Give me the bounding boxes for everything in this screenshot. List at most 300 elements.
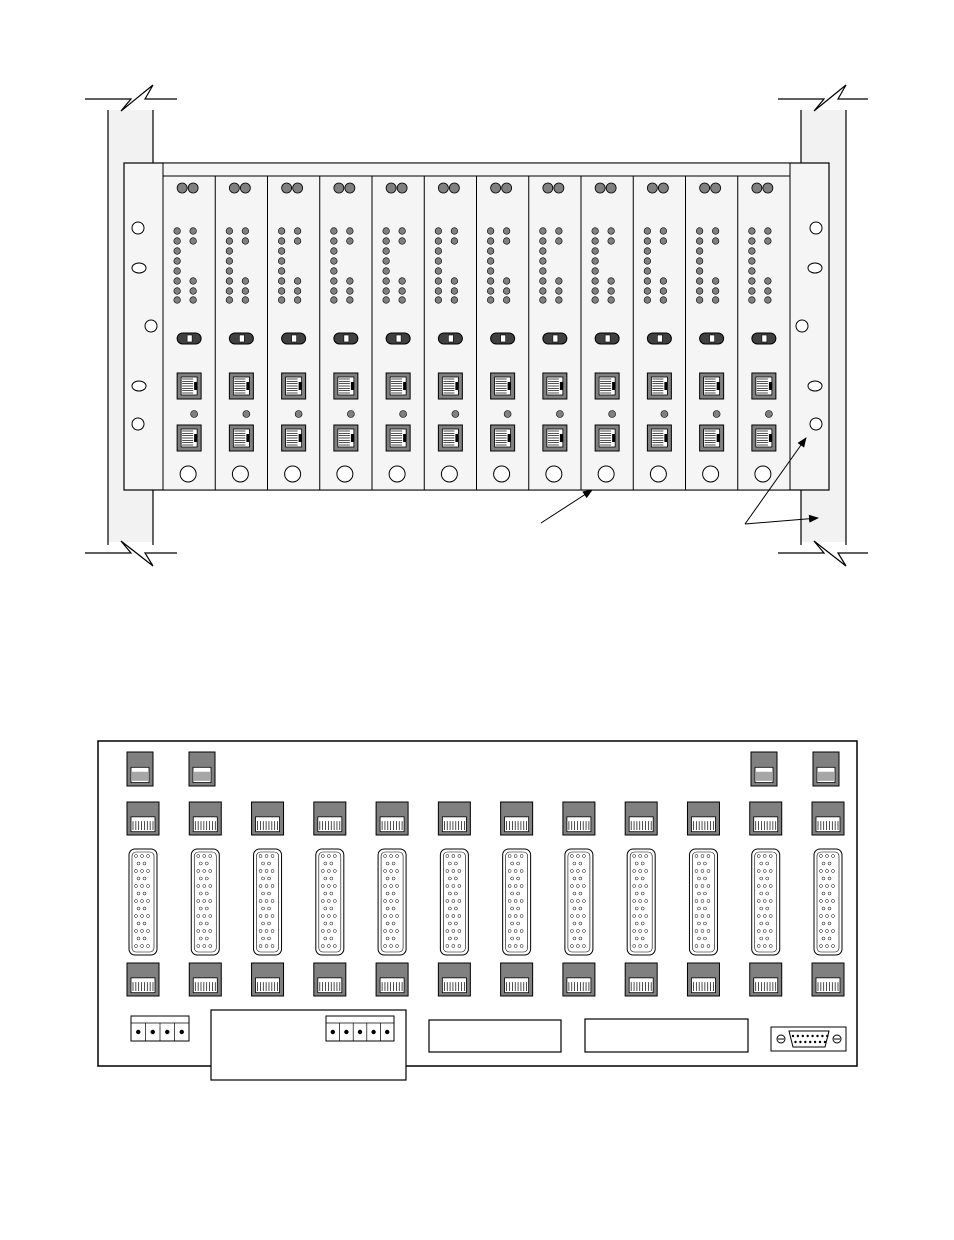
indicator-led bbox=[331, 238, 338, 245]
indicator-led bbox=[749, 258, 756, 265]
indicator-led bbox=[540, 278, 547, 285]
slide-switch bbox=[491, 333, 515, 344]
rj45-jack bbox=[438, 802, 470, 835]
indicator-led bbox=[278, 238, 285, 245]
telco-connector bbox=[316, 849, 344, 955]
rj45-jack bbox=[376, 802, 408, 835]
rj45-jack bbox=[438, 963, 470, 996]
indicator-led bbox=[174, 228, 181, 235]
rj45-jack bbox=[438, 373, 462, 399]
indicator-led bbox=[696, 238, 703, 245]
indicator-led bbox=[556, 238, 563, 245]
indicator-led bbox=[331, 288, 338, 295]
callout-arrow-slot bbox=[541, 490, 592, 523]
indicator-led bbox=[503, 228, 510, 235]
telco-connector bbox=[814, 849, 842, 955]
rj45-jack bbox=[501, 963, 533, 996]
indicator-led bbox=[644, 268, 651, 275]
telco-connector bbox=[752, 849, 780, 955]
indicator-led bbox=[644, 238, 651, 245]
indicator-led bbox=[191, 411, 198, 418]
indicator-led bbox=[383, 278, 390, 285]
indicator-led bbox=[556, 411, 563, 418]
indicator-led bbox=[383, 268, 390, 275]
indicator-led bbox=[608, 288, 615, 295]
status-led bbox=[229, 183, 239, 193]
rj45-jack bbox=[229, 373, 253, 399]
rj45-jack bbox=[189, 752, 215, 786]
thumbscrew bbox=[546, 466, 562, 482]
indicator-led bbox=[540, 228, 547, 235]
indicator-led bbox=[226, 228, 233, 235]
telco-connector bbox=[565, 849, 593, 955]
rear-module bbox=[314, 802, 346, 996]
rear-module bbox=[438, 802, 470, 996]
indicator-led bbox=[592, 278, 599, 285]
terminal-block-a bbox=[131, 1016, 189, 1041]
telco-connector bbox=[129, 849, 157, 955]
rj45-jack bbox=[282, 425, 306, 451]
connector-face bbox=[789, 1031, 829, 1047]
status-led bbox=[554, 183, 564, 193]
indicator-led bbox=[242, 288, 249, 295]
indicator-led bbox=[383, 248, 390, 255]
rj45-jack bbox=[812, 963, 844, 996]
rear-module bbox=[625, 802, 657, 996]
slide-switch bbox=[647, 333, 671, 344]
rj45-jack bbox=[177, 425, 201, 451]
ear-hole bbox=[808, 263, 822, 273]
indicator-led bbox=[765, 228, 772, 235]
rj45-jack bbox=[314, 963, 346, 996]
indicator-led bbox=[487, 228, 494, 235]
terminal-screw bbox=[180, 1030, 184, 1034]
indicator-led bbox=[226, 297, 233, 304]
indicator-led bbox=[174, 258, 181, 265]
indicator-led bbox=[592, 238, 599, 245]
indicator-led bbox=[226, 258, 233, 265]
rear-module bbox=[189, 802, 221, 996]
indicator-led bbox=[712, 288, 719, 295]
db15-connector bbox=[771, 1027, 846, 1051]
indicator-led bbox=[435, 268, 442, 275]
ear-hole bbox=[132, 263, 146, 273]
status-led bbox=[438, 183, 448, 193]
indicator-led bbox=[451, 238, 458, 245]
label-box-1 bbox=[429, 1020, 561, 1052]
indicator-led bbox=[660, 297, 667, 304]
rear-module bbox=[252, 802, 284, 996]
indicator-led bbox=[660, 238, 667, 245]
terminal-screw bbox=[151, 1030, 155, 1034]
rj45-jack bbox=[750, 963, 782, 996]
indicator-led bbox=[294, 228, 301, 235]
rj45-jack bbox=[752, 425, 776, 451]
indicator-led bbox=[383, 258, 390, 265]
ear-hole bbox=[796, 320, 808, 332]
indicator-led bbox=[435, 288, 442, 295]
indicator-led bbox=[609, 411, 616, 418]
indicator-led bbox=[174, 238, 181, 245]
ear-hole bbox=[132, 418, 144, 430]
rj45-jack bbox=[687, 963, 719, 996]
thumbscrew bbox=[755, 466, 771, 482]
rj45-jack bbox=[127, 752, 153, 786]
thumbscrew bbox=[389, 466, 405, 482]
indicator-led bbox=[190, 278, 197, 285]
rj45-jack bbox=[127, 802, 159, 835]
indicator-led bbox=[644, 288, 651, 295]
rear-module bbox=[812, 802, 844, 996]
status-led bbox=[606, 183, 616, 193]
indicator-led bbox=[749, 278, 756, 285]
indicator-led bbox=[713, 411, 720, 418]
rj45-jack bbox=[700, 425, 724, 451]
rj45-jack bbox=[563, 802, 595, 835]
indicator-led bbox=[503, 238, 510, 245]
status-led bbox=[763, 183, 773, 193]
telco-connector bbox=[254, 849, 282, 955]
rj45-jack bbox=[252, 963, 284, 996]
indicator-led bbox=[294, 278, 301, 285]
indicator-led bbox=[174, 297, 181, 304]
rj45-jack bbox=[314, 802, 346, 835]
indicator-led bbox=[487, 238, 494, 245]
status-led bbox=[752, 183, 762, 193]
indicator-led bbox=[242, 297, 249, 304]
rj45-jack bbox=[595, 425, 619, 451]
indicator-led bbox=[540, 248, 547, 255]
indicator-led bbox=[644, 297, 651, 304]
rear-module bbox=[501, 802, 533, 996]
terminal-screw bbox=[358, 1030, 362, 1034]
ear-hole bbox=[810, 222, 822, 234]
indicator-led bbox=[608, 228, 615, 235]
indicator-led bbox=[278, 288, 285, 295]
ear-hole bbox=[808, 381, 822, 391]
status-led bbox=[543, 183, 553, 193]
status-led bbox=[293, 183, 303, 193]
ear-hole bbox=[132, 222, 144, 234]
rj45-jack bbox=[252, 802, 284, 835]
indicator-led bbox=[435, 248, 442, 255]
indicator-led bbox=[556, 278, 563, 285]
status-led bbox=[188, 183, 198, 193]
indicator-led bbox=[243, 411, 250, 418]
status-led bbox=[700, 183, 710, 193]
rj45-jack bbox=[595, 373, 619, 399]
status-led bbox=[647, 183, 657, 193]
telco-connector bbox=[627, 849, 655, 955]
indicator-led bbox=[190, 297, 197, 304]
rj45-jack bbox=[625, 802, 657, 835]
rear-module bbox=[687, 802, 719, 996]
indicator-led bbox=[295, 411, 302, 418]
indicator-led bbox=[556, 288, 563, 295]
thumbscrew bbox=[650, 466, 666, 482]
indicator-led bbox=[278, 228, 285, 235]
rj45-jack bbox=[334, 373, 358, 399]
indicator-led bbox=[556, 228, 563, 235]
indicator-led bbox=[487, 278, 494, 285]
ear-hole bbox=[810, 418, 822, 430]
rj45-jack bbox=[189, 963, 221, 996]
indicator-led bbox=[592, 268, 599, 275]
indicator-led bbox=[399, 288, 406, 295]
thumbscrew bbox=[494, 466, 510, 482]
status-led bbox=[711, 183, 721, 193]
indicator-led bbox=[749, 238, 756, 245]
rj45-jack bbox=[812, 802, 844, 835]
terminal-screw bbox=[165, 1030, 169, 1034]
indicator-led bbox=[383, 228, 390, 235]
thumbscrew bbox=[180, 466, 196, 482]
rj45-jack bbox=[563, 963, 595, 996]
indicator-led bbox=[503, 278, 510, 285]
indicator-led bbox=[696, 297, 703, 304]
indicator-led bbox=[383, 288, 390, 295]
indicator-led bbox=[696, 228, 703, 235]
indicator-led bbox=[400, 411, 407, 418]
thumbscrew bbox=[337, 466, 353, 482]
indicator-led bbox=[765, 278, 772, 285]
indicator-led bbox=[452, 411, 459, 418]
indicator-led bbox=[765, 297, 772, 304]
slide-switch bbox=[752, 333, 776, 344]
indicator-led bbox=[540, 238, 547, 245]
indicator-led bbox=[712, 238, 719, 245]
indicator-led bbox=[608, 278, 615, 285]
indicator-led bbox=[540, 258, 547, 265]
indicator-led bbox=[435, 238, 442, 245]
indicator-led bbox=[190, 228, 197, 235]
indicator-led bbox=[487, 268, 494, 275]
indicator-led bbox=[226, 238, 233, 245]
indicator-led bbox=[331, 228, 338, 235]
indicator-led bbox=[696, 248, 703, 255]
indicator-led bbox=[383, 238, 390, 245]
indicator-led bbox=[540, 288, 547, 295]
terminal-block-b bbox=[326, 1016, 394, 1041]
indicator-led bbox=[331, 268, 338, 275]
thumbscrew bbox=[703, 466, 719, 482]
rj45-jack bbox=[700, 373, 724, 399]
slide-switch bbox=[438, 333, 462, 344]
indicator-led bbox=[592, 258, 599, 265]
indicator-led bbox=[435, 258, 442, 265]
rj45-jack bbox=[752, 373, 776, 399]
rj45-jack bbox=[813, 752, 839, 786]
indicator-led bbox=[174, 268, 181, 275]
indicator-led bbox=[540, 268, 547, 275]
terminal-screw bbox=[385, 1030, 389, 1034]
indicator-led bbox=[451, 288, 458, 295]
indicator-led bbox=[399, 238, 406, 245]
indicator-led bbox=[190, 288, 197, 295]
indicator-led bbox=[347, 297, 354, 304]
indicator-led bbox=[749, 288, 756, 295]
indicator-led bbox=[749, 228, 756, 235]
telco-connector bbox=[503, 849, 531, 955]
rj45-jack bbox=[491, 425, 515, 451]
indicator-led bbox=[487, 297, 494, 304]
indicator-led bbox=[503, 297, 510, 304]
indicator-led bbox=[294, 297, 301, 304]
rear-module bbox=[750, 802, 782, 996]
indicator-led bbox=[765, 288, 772, 295]
indicator-led bbox=[712, 228, 719, 235]
indicator-led bbox=[278, 268, 285, 275]
rear-module bbox=[376, 802, 408, 996]
indicator-led bbox=[608, 238, 615, 245]
indicator-led bbox=[347, 411, 354, 418]
indicator-led bbox=[644, 248, 651, 255]
terminal-housing bbox=[326, 1016, 394, 1041]
rj45-jack bbox=[229, 425, 253, 451]
terminal-screw bbox=[371, 1030, 375, 1034]
indicator-led bbox=[399, 297, 406, 304]
terminal-screw bbox=[331, 1030, 335, 1034]
rj45-jack bbox=[647, 425, 671, 451]
indicator-led bbox=[487, 258, 494, 265]
indicator-led bbox=[765, 411, 772, 418]
indicator-led bbox=[592, 288, 599, 295]
rj45-jack bbox=[438, 425, 462, 451]
telco-connector bbox=[191, 849, 219, 955]
indicator-led bbox=[749, 268, 756, 275]
rj45-jack bbox=[647, 373, 671, 399]
ear-hole bbox=[145, 320, 157, 332]
rj45-jack bbox=[127, 963, 159, 996]
indicator-led bbox=[556, 297, 563, 304]
indicator-led bbox=[592, 297, 599, 304]
indicator-led bbox=[644, 278, 651, 285]
rear-view bbox=[98, 741, 857, 1080]
indicator-led bbox=[660, 228, 667, 235]
indicator-led bbox=[451, 297, 458, 304]
indicator-led bbox=[242, 238, 249, 245]
rj45-jack bbox=[491, 373, 515, 399]
indicator-led bbox=[660, 278, 667, 285]
status-led bbox=[282, 183, 292, 193]
indicator-led bbox=[331, 248, 338, 255]
indicator-led bbox=[226, 278, 233, 285]
rj45-jack bbox=[386, 373, 410, 399]
indicator-led bbox=[540, 297, 547, 304]
thumbscrew bbox=[232, 466, 248, 482]
indicator-led bbox=[174, 248, 181, 255]
indicator-led bbox=[294, 238, 301, 245]
indicator-led bbox=[226, 288, 233, 295]
rj45-jack bbox=[334, 425, 358, 451]
status-led bbox=[386, 183, 396, 193]
indicator-led bbox=[487, 288, 494, 295]
slide-switch bbox=[177, 333, 201, 344]
telco-connector bbox=[689, 849, 717, 955]
rj45-jack bbox=[282, 373, 306, 399]
front-view bbox=[85, 85, 868, 566]
indicator-led bbox=[226, 248, 233, 255]
indicator-led bbox=[487, 248, 494, 255]
thumbscrew bbox=[598, 466, 614, 482]
terminal-screw bbox=[344, 1030, 348, 1034]
slide-switch bbox=[229, 333, 253, 344]
status-led bbox=[491, 183, 501, 193]
indicator-led bbox=[696, 288, 703, 295]
slide-switch bbox=[543, 333, 567, 344]
thumbscrew bbox=[285, 466, 301, 482]
rj45-jack bbox=[543, 425, 567, 451]
rj45-jack bbox=[177, 373, 201, 399]
indicator-led bbox=[331, 297, 338, 304]
indicator-led bbox=[592, 248, 599, 255]
indicator-led bbox=[399, 228, 406, 235]
indicator-led bbox=[383, 297, 390, 304]
rear-module bbox=[127, 802, 159, 996]
terminal-screw bbox=[136, 1030, 140, 1034]
indicator-led bbox=[331, 278, 338, 285]
indicator-led bbox=[451, 278, 458, 285]
status-led bbox=[177, 183, 187, 193]
indicator-led bbox=[278, 258, 285, 265]
indicator-led bbox=[644, 258, 651, 265]
slide-switch bbox=[700, 333, 724, 344]
indicator-led bbox=[765, 238, 772, 245]
rj45-jack bbox=[751, 752, 777, 786]
indicator-led bbox=[712, 297, 719, 304]
indicator-led bbox=[347, 228, 354, 235]
slide-switch bbox=[334, 333, 358, 344]
indicator-led bbox=[661, 411, 668, 418]
indicator-led bbox=[608, 297, 615, 304]
indicator-led bbox=[660, 288, 667, 295]
rj45-jack bbox=[687, 802, 719, 835]
indicator-led bbox=[242, 228, 249, 235]
indicator-led bbox=[696, 278, 703, 285]
slide-switch bbox=[595, 333, 619, 344]
rj45-jack bbox=[189, 802, 221, 835]
indicator-led bbox=[347, 278, 354, 285]
indicator-led bbox=[278, 278, 285, 285]
ear-hole bbox=[132, 381, 146, 391]
status-led bbox=[595, 183, 605, 193]
rj45-jack bbox=[376, 963, 408, 996]
label-box-2 bbox=[585, 1019, 748, 1052]
indicator-led bbox=[435, 297, 442, 304]
status-led bbox=[397, 183, 407, 193]
status-led bbox=[502, 183, 512, 193]
indicator-led bbox=[226, 268, 233, 275]
rj45-jack bbox=[386, 425, 410, 451]
indicator-led bbox=[399, 278, 406, 285]
thumbscrew bbox=[441, 466, 457, 482]
status-led bbox=[345, 183, 355, 193]
indicator-led bbox=[347, 288, 354, 295]
indicator-led bbox=[712, 278, 719, 285]
telco-connector bbox=[440, 849, 468, 955]
rj45-jack bbox=[543, 373, 567, 399]
indicator-led bbox=[190, 238, 197, 245]
indicator-led bbox=[294, 288, 301, 295]
indicator-led bbox=[278, 248, 285, 255]
indicator-led bbox=[451, 228, 458, 235]
rj45-jack bbox=[750, 802, 782, 835]
indicator-led bbox=[435, 228, 442, 235]
status-led bbox=[240, 183, 250, 193]
rear-module bbox=[563, 802, 595, 996]
slide-switch bbox=[386, 333, 410, 344]
status-led bbox=[334, 183, 344, 193]
